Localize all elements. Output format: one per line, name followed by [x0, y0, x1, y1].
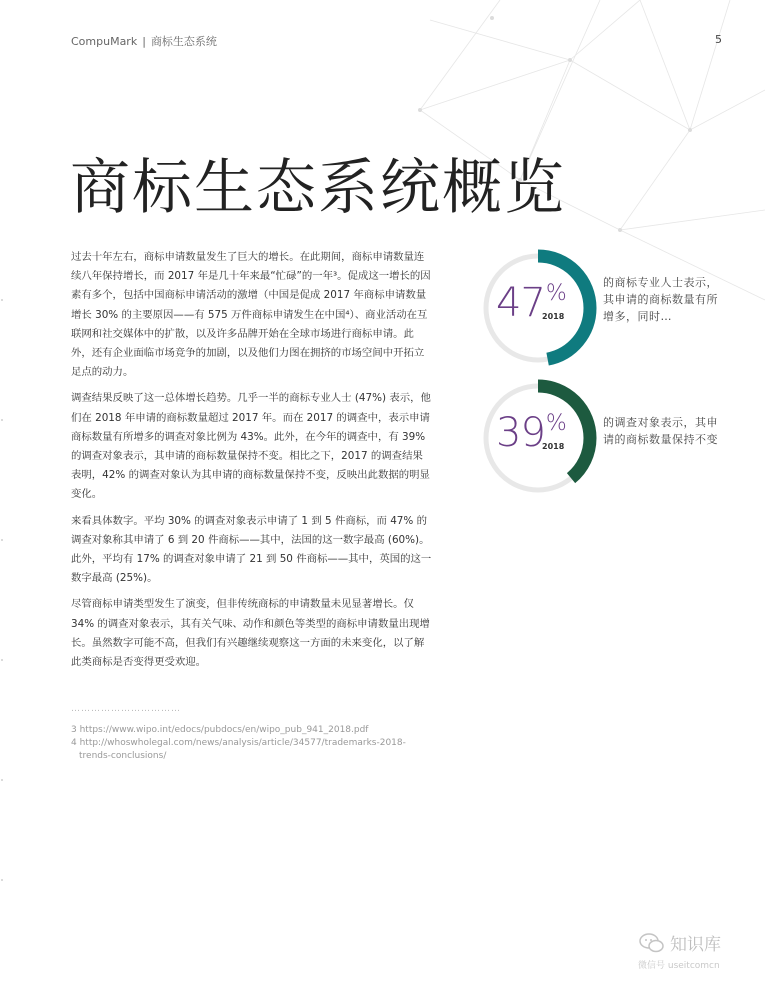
percent-sign: % — [545, 281, 566, 306]
paragraph-4: 尽管商标申请类型发生了演变，但非传统商标的申请数量未见显著增长。仅 34% 的调查对象表示，其有关气味、动作和颜色等类型的商标申请数量出现增长。虽然数字可能不高，但我们有兴趣继续观察这一方面的未来变化，以了解此类商标是否变得更受欢迎。 — [71, 598, 430, 669]
paragraph-2: 调查结果反映了这一总体增长趋势。几乎一半的商标专业人士 (47%) 表示，他们在 2018 年申请的商标数量超过 2017 年。而在 2017 的调查中，表示申请商标数量有所增多的调查对象比例为 43%。此外，在今年的调查中，有 39% 的调查对象表示，其申请的商标数量保持不变。相比之下，2017 的调查结果表明，42% 的调查对象认为其申请的商标数量保持不变，反映出此数据的明显变化。 — [71, 392, 431, 501]
stat-number: 39% — [496, 410, 566, 456]
stat-card-47 — [478, 248, 765, 368]
stat-number: 47% — [496, 280, 566, 326]
stat-year: 2018 — [542, 312, 565, 321]
header-separator: | — [142, 35, 146, 48]
stat-card-39 — [478, 378, 765, 498]
header-section: 商标生态系统 — [150, 35, 217, 48]
footnote-4[interactable]: 4 http://whoswholegal.com/news/analysis/article/34577/trademarks-2018- trends-conclusions/ — [71, 738, 406, 761]
watermark — [638, 930, 753, 975]
running-header — [71, 33, 217, 49]
stat-description: 的商标专业人士表示，其申请的商标数量有所增多，同时… — [603, 276, 718, 323]
stat-description: 的调查对象表示，其申请的商标数量保持不变 — [603, 416, 718, 446]
paragraph-1: 过去十年左右，商标申请数量发生了巨大的增长。在此期间，商标申请数量连续八年保持增长，而 2017 年是几十年来最“忙碌”的一年³。促成这一增长的因素有多个，包括中国商标申请活动的激增（中国是促成 2017 年商标申请数量增长 30% 的主要原因——有 575 万件商标申请发生在中国⁴）、商业活动在互联网和社交媒体中的扩散，以及许多品牌开始在全球市场进行商标申请。此外，还有企业面临市场竞争的加剧，以及他们力图在拥挤的市场空间中开拓立足点的动力。 — [71, 251, 431, 379]
page-number: 5 — [715, 33, 722, 46]
watermark-brand: 知识库 — [670, 935, 721, 955]
watermark-account: 微信号 useitcomcn — [638, 961, 720, 971]
stat-year: 2018 — [542, 442, 565, 451]
paragraph-3: 来看具体数字。平均 30% 的调查对象表示申请了 1 到 5 件商标，而 47% 的调查对象称其申请了 6 到 20 件商标——其中，法国的这一数字最高 (60%)。此外，平均有 17% 的调查对象申请了 21 到 50 件商标——其中，英国的这一数字最高 (25%)。 — [71, 514, 432, 585]
footnote-rule: …………………………… — [71, 704, 181, 714]
header-brand: CompuMark — [71, 35, 138, 48]
footnote-3[interactable]: 3 https://www.wipo.int/edocs/pubdocs/en/wipo_pub_941_2018.pdf — [71, 725, 369, 735]
percent-sign: % — [545, 411, 566, 436]
footnotes — [71, 703, 471, 763]
wechat-icon — [638, 932, 666, 954]
body-text — [71, 248, 433, 679]
page-title: 商标生态系统概览 — [70, 153, 566, 223]
